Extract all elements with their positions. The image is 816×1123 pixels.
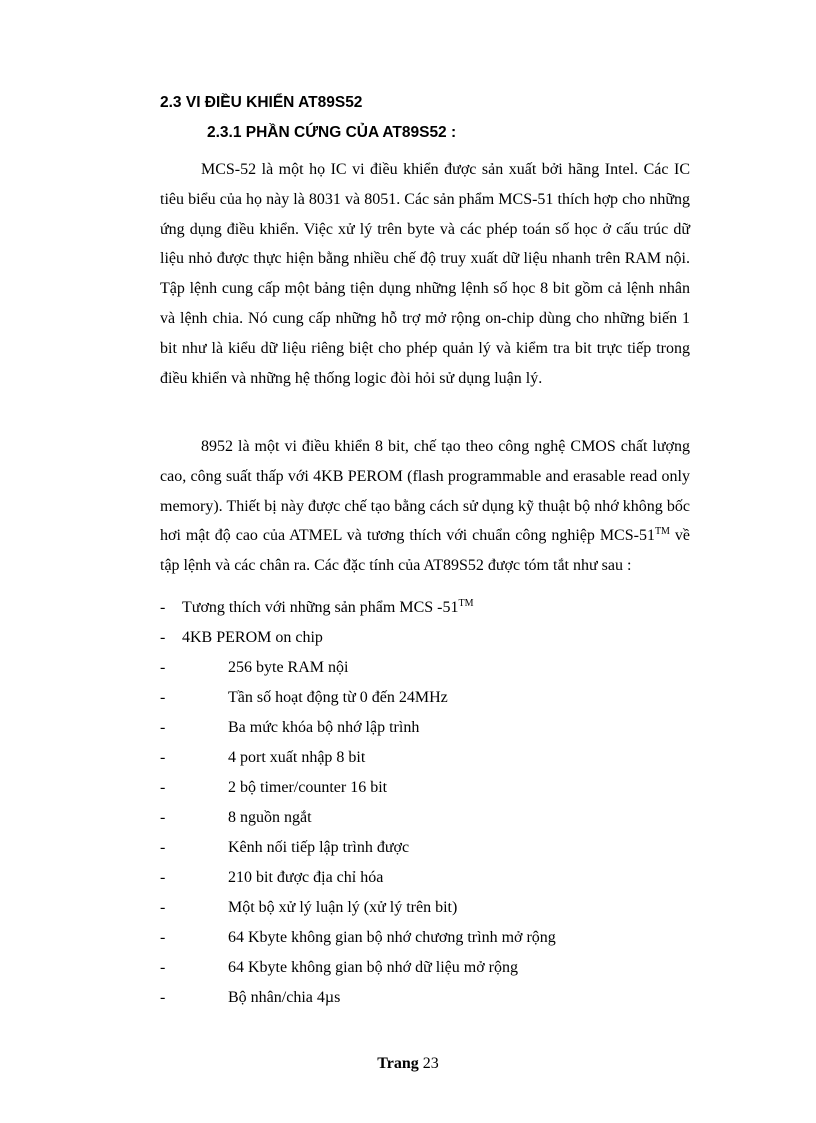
list-item-text: 64 Kbyte không gian bộ nhớ dữ liệu mở rộng [228,959,519,976]
trademark-superscript: TM [654,526,670,538]
list-item [160,623,720,653]
list-item [160,833,720,863]
list-dash: - [160,869,166,886]
paragraph-intro: MCS-52 là một họ IC vi điều khiển được sản xuất bởi hãng Intel. Các IC tiêu biểu của họ này là 8031 và 8051. Các sản phẩm MCS-51 thích hợp cho những ứng dụng điều khiển. Việc xử lý trên byte và các phép toán số học ở cấu trúc dữ liệu nhỏ được thực hiện bằng nhiều chế độ truy xuất dữ liệu nhanh trên RAM nội. Tập lệnh cung cấp một bảng tiện dụng những lệnh số học 8 bit gồm cả lệnh nhân và lệnh chia. Nó cung cấp những hỗ trợ mở rộng on-chip dùng cho những biến 1 bit như là kiểu dữ liệu riêng biệt cho phép quản lý và kiểm tra bit trực tiếp trong điều khiển và những hệ thống logic đòi hỏi sử dụng luận lý. [160,161,690,387]
list-item-text: Ba mức khóa bộ nhớ lập trình [228,719,420,736]
page-label: Trang [377,1055,419,1072]
list-item-text: 64 Kbyte không gian bộ nhớ chương trình mở rộng [228,929,556,946]
list-item-text: Kênh nối tiếp lập trình được [228,839,410,856]
list-dash: - [160,989,166,1006]
list-item-text: 4 port xuất nhập 8 bit [228,749,366,766]
list-item [160,803,720,833]
list-item [160,953,720,983]
list-dash: - [160,599,166,616]
list-item [160,743,720,773]
paragraph-8952 [160,432,690,581]
trademark-superscript: TM [458,598,474,609]
list-item-text: Bộ nhân/chia 4µs [228,989,341,1006]
list-dash: - [160,719,166,736]
list-item-text: Tương thích với những sản phẩm MCS -51 [182,599,459,616]
list-dash: - [160,779,166,796]
paragraph-8952-text-cont: về tập lệnh và các chân ra. Các đặc tính của AT89S52 được tóm tắt như sau : [160,527,690,575]
section-heading: 2.3 VI ĐIỀU KHIỂN AT89S52 [160,94,363,111]
list-item-text: 8 nguồn ngắt [228,809,312,826]
subsection-heading: 2.3.1 PHẦN CỨNG CỦA AT89S52 : [207,124,457,141]
list-dash: - [160,929,166,946]
list-dash: - [160,629,166,646]
list-item-text: 210 bit được địa chỉ hóa [228,869,384,886]
list-item [160,683,720,713]
list-dash: - [160,899,166,916]
list-item [160,863,720,893]
list-item-text: 256 byte RAM nội [228,659,349,676]
list-item [160,773,720,803]
page-footer [0,1055,816,1073]
list-item-text: 2 bộ timer/counter 16 bit [228,779,388,796]
list-item [160,653,720,683]
list-item [160,713,720,743]
list-dash: - [160,839,166,856]
list-item [160,923,720,953]
list-item [160,983,720,1013]
list-item-text: Một bộ xử lý luận lý (xử lý trên bit) [228,899,458,916]
page-number: 23 [422,1055,439,1072]
list-dash: - [160,689,166,706]
list-dash: - [160,749,166,766]
list-dash: - [160,659,166,676]
list-item [160,893,720,923]
list-dash: - [160,809,166,826]
paragraph-8952-text: 8952 là một vi điều khiển 8 bit, chế tạo theo công nghệ CMOS chất lượng cao, công suất thấp với 4KB PEROM (flash programmable and erasable read only memory). Thiết bị này được chế tạo bằng cách sử dụng kỹ thuật bộ nhớ không bốc hơi mật độ cao của ATMEL và tương thích với chuẩn công nghiệp MCS-51 [160,438,690,545]
feature-list [160,593,720,1013]
list-item-text: Tần số hoạt động từ 0 đến 24MHz [228,689,448,706]
list-dash: - [160,959,166,976]
list-item-text: 4KB PEROM on chip [182,629,323,646]
list-item [160,593,720,623]
